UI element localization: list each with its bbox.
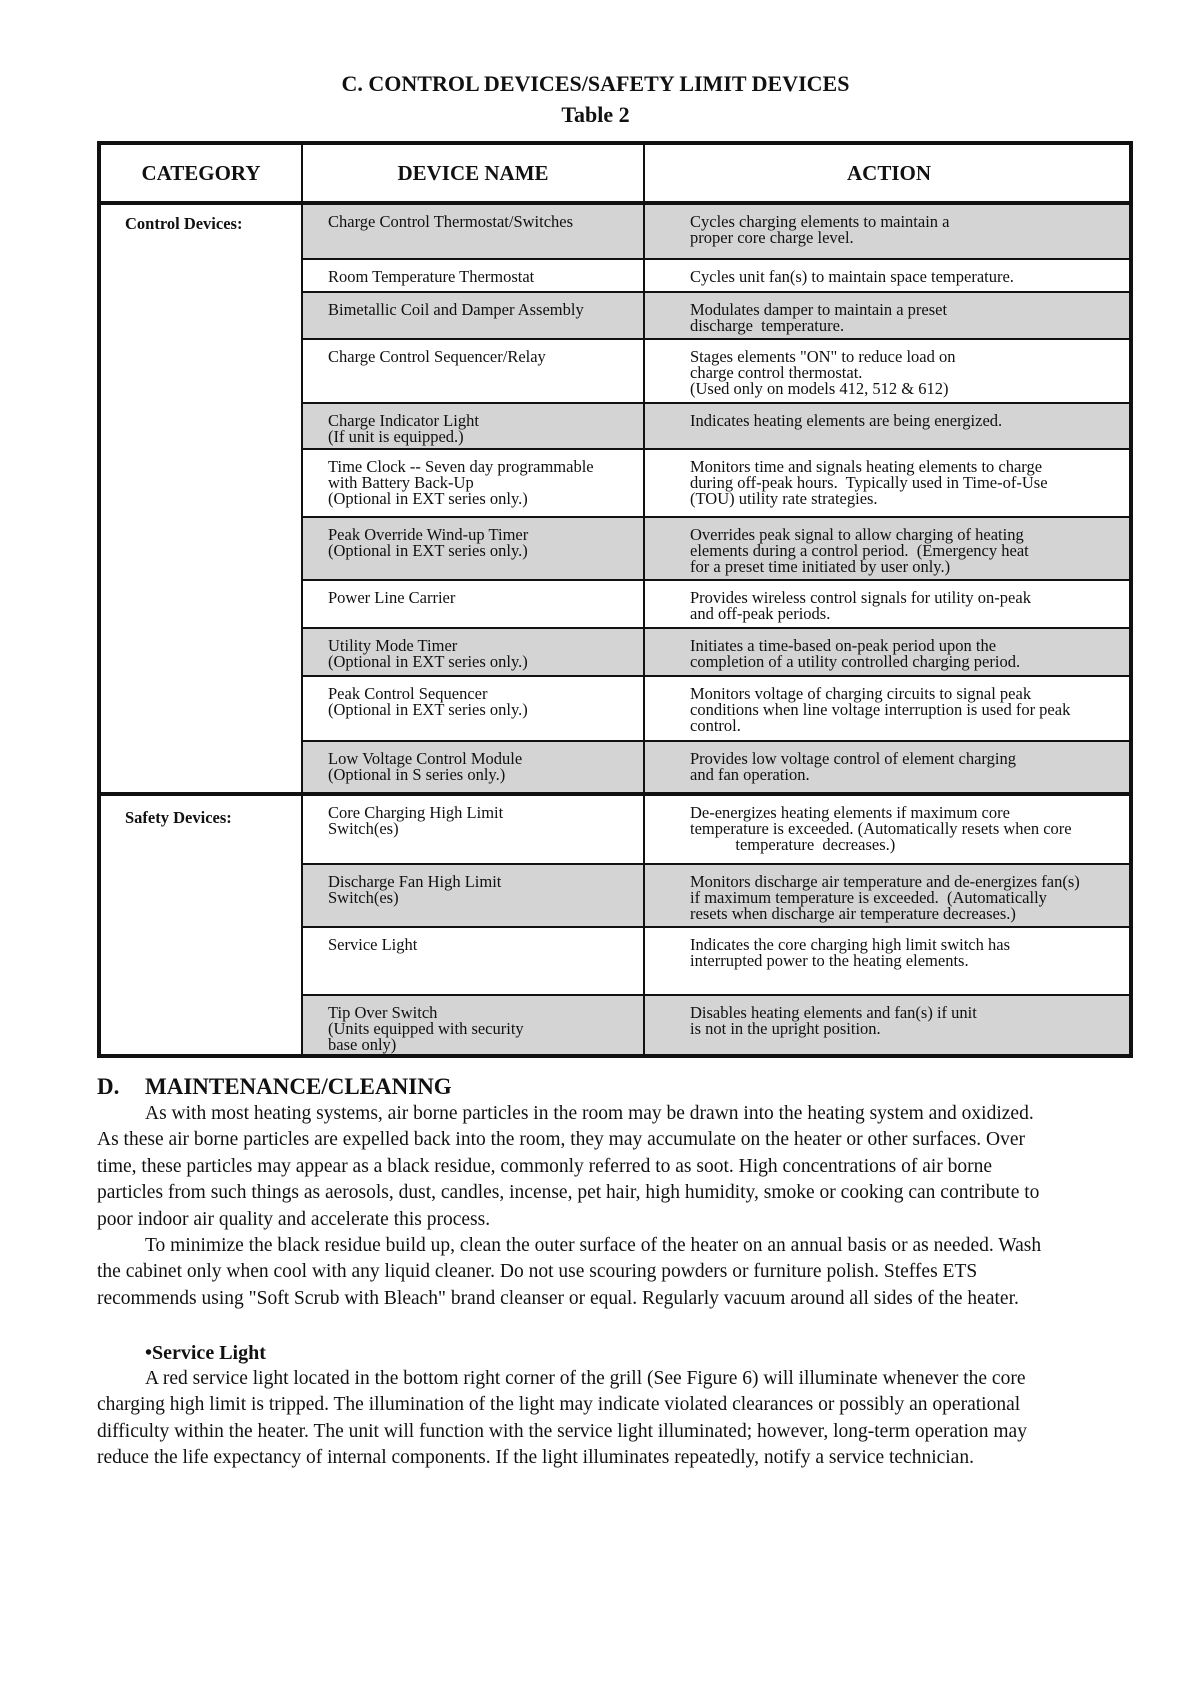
table-row [301, 205, 1129, 260]
action-cell: Monitors discharge air temperature and de-energizes fan(s) if maximum temperature is exceeded. (Automatically resets when discharge air temperature decreases.) [690, 872, 1080, 923]
table-row [301, 928, 1129, 996]
table-row [301, 629, 1129, 677]
action-cell: Indicates heating elements are being energized. [690, 411, 1003, 430]
device-name-cell: Charge Control Sequencer/Relay [328, 347, 546, 366]
service-light-heading: •Service Light [145, 1342, 266, 1364]
table-row [301, 293, 1129, 340]
paragraph-line: reduce the life expectancy of internal components. If the light illuminates repeatedly, notify a service technician. [97, 1447, 974, 1469]
device-name-cell: Service Light [328, 935, 418, 954]
table-row [301, 450, 1129, 518]
header-device-name: DEVICE NAME [397, 160, 549, 185]
device-name-cell: Discharge Fan High Limit Switch(es) [328, 872, 502, 907]
action-cell: Overrides peak signal to allow charging of heating elements during a control period. (Emergency heat for a preset time initiated by user only.) [690, 525, 1029, 576]
device-name-cell: Time Clock -- Seven day programmable with Battery Back-Up (Optional in EXT series only.) [328, 457, 594, 508]
maintenance-paragraph-1 [97, 1101, 1177, 1233]
devices-table [97, 141, 1133, 1058]
action-cell: De-energizes heating elements if maximum core temperature is exceeded. (Automatically resets when core temperature decreases.) [690, 803, 1072, 854]
header-action: ACTION [846, 160, 931, 185]
action-cell: Monitors time and signals heating elements to charge during off-peak hours. Typically used in Time-of-Use (TOU) utility rate strategies. [690, 457, 1048, 508]
table-caption: Table 2 [561, 102, 630, 127]
column-divider-action [643, 145, 645, 1054]
device-name-cell: Peak Override Wind-up Timer (Optional in EXT series only.) [328, 525, 529, 560]
header-category: CATEGORY [141, 160, 261, 185]
device-name-cell: Bimetallic Coil and Damper Assembly [328, 300, 584, 319]
device-name-cell: Charge Indicator Light (If unit is equipped.) [328, 411, 479, 446]
action-cell: Cycles charging elements to maintain a proper core charge level. [690, 212, 950, 247]
device-name-cell: Utility Mode Timer (Optional in EXT series only.) [328, 636, 528, 671]
paragraph-line: charging high limit is tripped. The illumination of the light may indicate violated clearances or possibly an operational [97, 1394, 1021, 1416]
section-d-letter: D. [97, 1074, 120, 1099]
action-cell: Cycles unit fan(s) to maintain space temperature. [690, 267, 1014, 286]
paragraph-line: To minimize the black residue build up, clean the outer surface of the heater on an annual basis or as needed. Wash [145, 1235, 1042, 1256]
maintenance-paragraph-2 [97, 1233, 1177, 1312]
table-row [301, 796, 1129, 865]
action-cell: Monitors voltage of charging circuits to signal peak conditions when line voltage interruption is used for peak control. [690, 684, 1071, 735]
paragraph-line: As these air borne particles are expelled back into the room, they may accumulate on the heater or other surfaces. Over [97, 1129, 1026, 1151]
device-name-cell: Tip Over Switch (Units equipped with security base only) [328, 1003, 524, 1054]
service-light-paragraph [97, 1366, 1177, 1472]
table-row [301, 581, 1129, 629]
action-cell: Indicates the core charging high limit switch has interrupted power to the heating elements. [690, 935, 1010, 970]
device-name-cell: Core Charging High Limit Switch(es) [328, 803, 504, 838]
table-row [301, 677, 1129, 742]
paragraph-line: time, these particles may appear as a black residue, commonly referred to as soot. High concentrations of air borne [97, 1155, 993, 1177]
device-name-cell: Low Voltage Control Module (Optional in S series only.) [328, 749, 523, 784]
category-divider [101, 792, 1129, 796]
column-divider-category [301, 145, 303, 1054]
action-cell: Disables heating elements and fan(s) if unit is not in the upright position. [690, 1003, 977, 1038]
table-row [301, 260, 1129, 293]
device-name-cell: Room Temperature Thermostat [328, 267, 535, 286]
action-cell: Stages elements "ON" to reduce load on charge control thermostat. (Used only on models 412, 512 & 612) [690, 347, 956, 398]
table-row [301, 865, 1129, 928]
action-cell: Provides low voltage control of element charging and fan operation. [690, 749, 1016, 784]
paragraph-line: poor indoor air quality and accelerate this process. [97, 1208, 491, 1230]
paragraph-line: As with most heating systems, air borne particles in the room may be drawn into the heating system and oxidized. [145, 1103, 1034, 1124]
table-row [301, 996, 1129, 1054]
action-cell: Initiates a time-based on-peak period upon the completion of a utility controlled charging period. [690, 636, 1021, 671]
section-d-title: MAINTENANCE/CLEANING [145, 1074, 452, 1099]
device-name-cell: Charge Control Thermostat/Switches [328, 212, 574, 231]
section-d-heading [97, 1073, 452, 1101]
table-row [301, 518, 1129, 581]
table-row [301, 742, 1129, 792]
action-cell: Modulates damper to maintain a preset discharge temperature. [690, 300, 948, 335]
paragraph-line: recommends using "Soft Scrub with Bleach" brand cleanser or equal. Regularly vacuum around all sides of the heater. [97, 1287, 1019, 1309]
category-control-devices: Control Devices: [125, 214, 243, 233]
action-cell: Provides wireless control signals for utility on-peak and off-peak periods. [690, 588, 1031, 623]
paragraph-line: particles from such things as aerosols, dust, candles, incense, pet hair, high humidity, smoke or cooking can contribute to [97, 1182, 1040, 1204]
table-row [301, 404, 1129, 450]
paragraph-line: difficulty within the heater. The unit will function with the service light illuminated; however, long-term operation may [97, 1420, 1027, 1442]
section-c-title: C. CONTROL DEVICES/SAFETY LIMIT DEVICES [341, 71, 850, 96]
device-name-cell: Power Line Carrier [328, 588, 456, 607]
paragraph-line: A red service light located in the bottom right corner of the grill (See Figure 6) will illuminate whenever the core [145, 1368, 1026, 1389]
table-row [301, 340, 1129, 404]
device-name-cell: Peak Control Sequencer (Optional in EXT series only.) [328, 684, 528, 719]
paragraph-line: the cabinet only when cool with any liquid cleaner. Do not use scouring powders or furniture polish. Steffes ETS [97, 1261, 978, 1283]
category-safety-devices: Safety Devices: [125, 808, 232, 827]
